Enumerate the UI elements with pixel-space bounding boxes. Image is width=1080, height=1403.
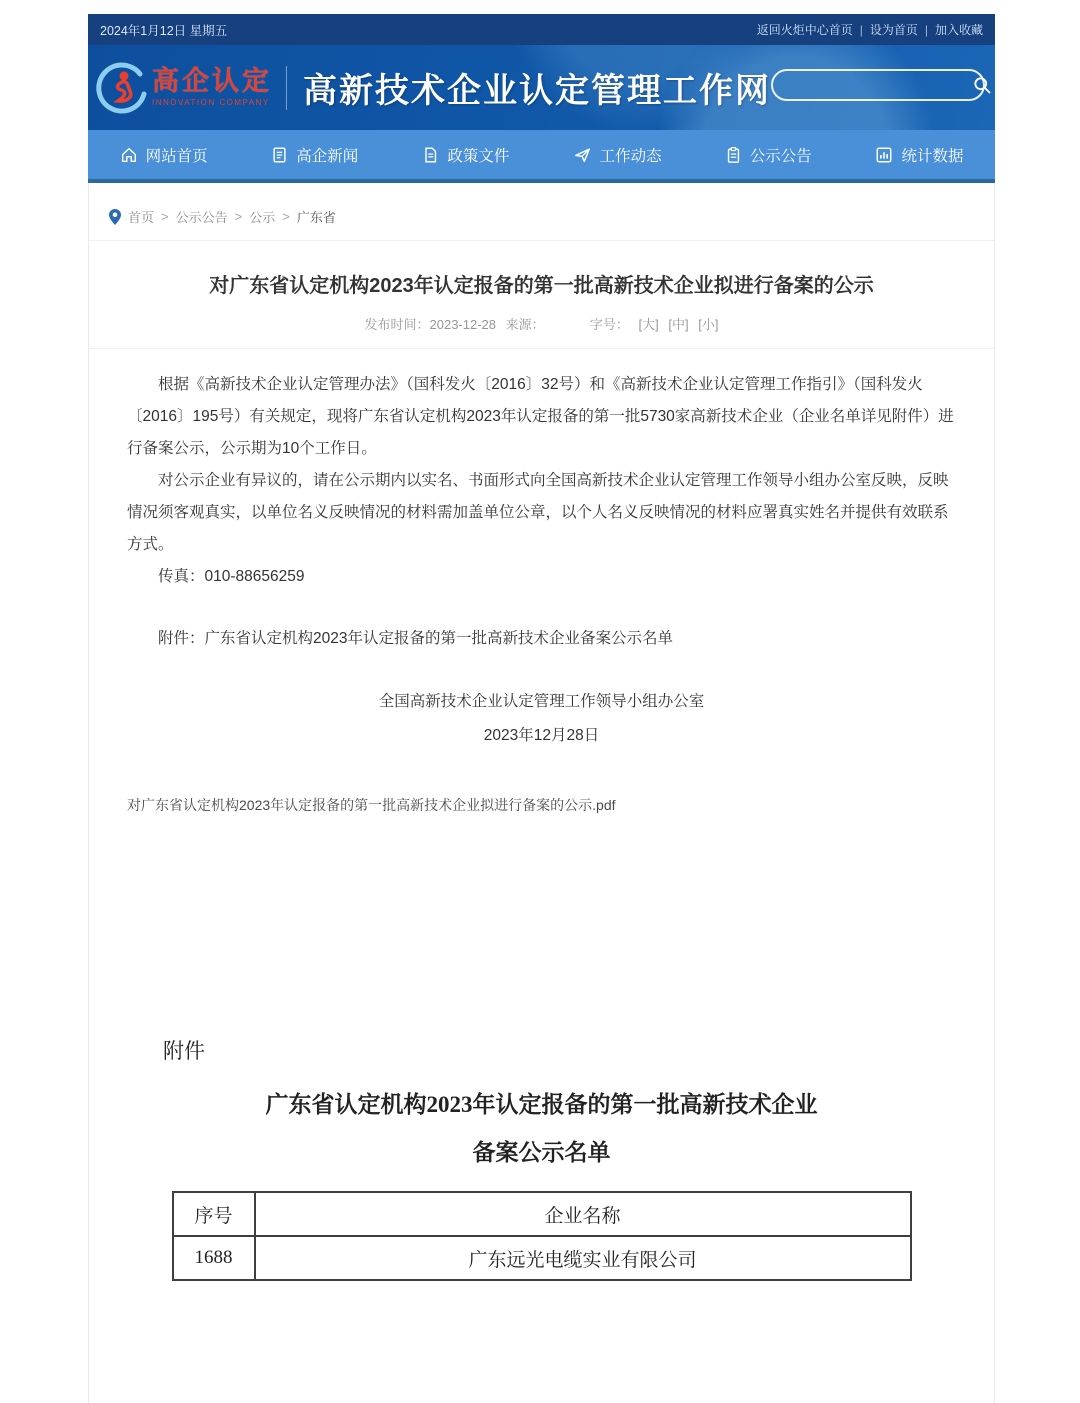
nav-item-dynamics[interactable] (542, 130, 693, 179)
article-paragraph: 对公示企业有异议的，请在公示期内以实名、书面形式向全国高新技术企业认定管理工作领导小组办公室反映，反映情况须客观真实，以单位名义反映情况的材料需加盖单位公章，以个人名义反映情况的材料应署真实姓名并提供有效联系方式。 (127, 472, 949, 553)
attachment-document (89, 1035, 994, 1281)
nav-item-statistics[interactable] (844, 130, 995, 179)
nav-item-home[interactable] (88, 130, 239, 179)
source-label: 来源： (505, 317, 545, 332)
breadcrumb-guangdong[interactable]: 广东省 (296, 210, 336, 225)
nav-item-policy[interactable] (390, 130, 541, 179)
page-wrapper (88, 14, 995, 1403)
publish-time: 发布时间：2023-12-28 (364, 317, 496, 332)
fontsize-large-button[interactable]: [大] (638, 317, 659, 332)
site-logo[interactable] (94, 60, 272, 116)
bar-chart-icon (875, 146, 893, 164)
breadcrumb-announcements[interactable]: 公示公告 (175, 210, 228, 225)
policy-doc-icon (422, 146, 439, 164)
search-icon[interactable] (969, 75, 995, 95)
nav-item-announcements[interactable] (693, 130, 844, 179)
back-to-torch-home-link[interactable]: 返回火炬中心首页 (756, 23, 853, 37)
breadcrumb-separator: > (234, 209, 243, 224)
fontsize-label: 字号： (589, 317, 629, 332)
current-date: 2024年1月12日 星期五 (100, 23, 228, 38)
breadcrumb-publicity[interactable]: 公示 (249, 210, 276, 225)
table-row (173, 1236, 911, 1280)
nav-item-news[interactable] (239, 130, 390, 179)
news-icon (271, 146, 288, 164)
article-body (89, 349, 994, 821)
search-box[interactable] (771, 69, 985, 101)
logo-title: 高企认定 (152, 66, 272, 96)
pdf-attachment-link[interactable]: 对广东省认定机构2023年认定报备的第一批高新技术企业拟进行备案的公示.pdf (127, 797, 616, 813)
add-favorite-link[interactable]: 加入收藏 (934, 23, 983, 37)
breadcrumb-home[interactable]: 首页 (128, 210, 155, 225)
nav-label: 政策文件 (447, 147, 510, 165)
nav-label: 统计数据 (901, 147, 964, 165)
location-pin-icon (109, 209, 121, 225)
article-paragraph: 根据《高新技术企业认定管理办法》（国科发火〔2016〕32号）和《高新技术企业认定管理工作指引》（国科发火〔2016〕195号）有关规定，现将广东省认定机构2023年认定报备的第一批5730家高新技术企业（企业名单详见附件）进行备案公示，公示期为10个工作日。 (127, 376, 954, 457)
main-nav (88, 130, 995, 183)
breadcrumb-separator: > (282, 209, 290, 224)
site-title: 高新技术企业认定管理工作网 (303, 72, 771, 110)
table-header-row (173, 1192, 911, 1236)
fontsize-small-button[interactable]: [小] (698, 317, 719, 332)
breadcrumb-separator: > (161, 209, 169, 224)
nav-label: 高企新闻 (296, 147, 359, 165)
attachment-line: 附件：广东省认定机构2023年认定报备的第一批高新技术企业备案公示名单 (158, 630, 673, 647)
site-masthead (88, 45, 995, 130)
logo-swirl-icon (94, 60, 150, 116)
table-header-serial: 序号 (173, 1192, 255, 1236)
signature-date: 2023年12月28日 (483, 727, 600, 744)
set-homepage-link[interactable]: 设为首页 (869, 23, 918, 37)
home-icon (120, 146, 138, 164)
article-title: 对广东省认定机构2023年认定报备的第一批高新技术企业拟进行备案的公示 (209, 275, 874, 297)
utility-links (757, 21, 983, 38)
search-input[interactable] (773, 78, 969, 93)
link-separator: | (924, 22, 928, 37)
nav-label: 网站首页 (145, 147, 208, 165)
logo-subtitle: INNOVATION COMPANY (152, 98, 270, 107)
signature-org: 全国高新技术企业认定管理工作领导小组办公室 (378, 693, 705, 710)
article-meta (89, 314, 994, 333)
link-separator: | (859, 22, 863, 37)
breadcrumb (89, 183, 994, 241)
brand-divider (286, 66, 287, 110)
content-panel (88, 183, 995, 1403)
doc-title-line2: 备案公示名单 (472, 1140, 611, 1165)
table-header-company: 企业名称 (255, 1192, 911, 1236)
nav-label: 工作动态 (599, 147, 662, 165)
table-cell-company: 广东远光电缆实业有限公司 (255, 1236, 911, 1280)
fax-line: 传真：010-88656259 (158, 568, 305, 585)
table-cell-serial: 1688 (173, 1236, 255, 1280)
doc-title-line1: 广东省认定机构2023年认定报备的第一批高新技术企业 (265, 1092, 818, 1117)
nav-label: 公示公告 (749, 147, 812, 165)
top-utility-bar (88, 14, 995, 45)
paper-plane-icon (573, 146, 592, 164)
doc-attachment-label: 附件 (163, 1039, 205, 1063)
logo-text (152, 68, 272, 107)
clipboard-icon (725, 146, 742, 164)
company-table (172, 1191, 912, 1281)
fontsize-medium-button[interactable]: [中] (668, 317, 689, 332)
